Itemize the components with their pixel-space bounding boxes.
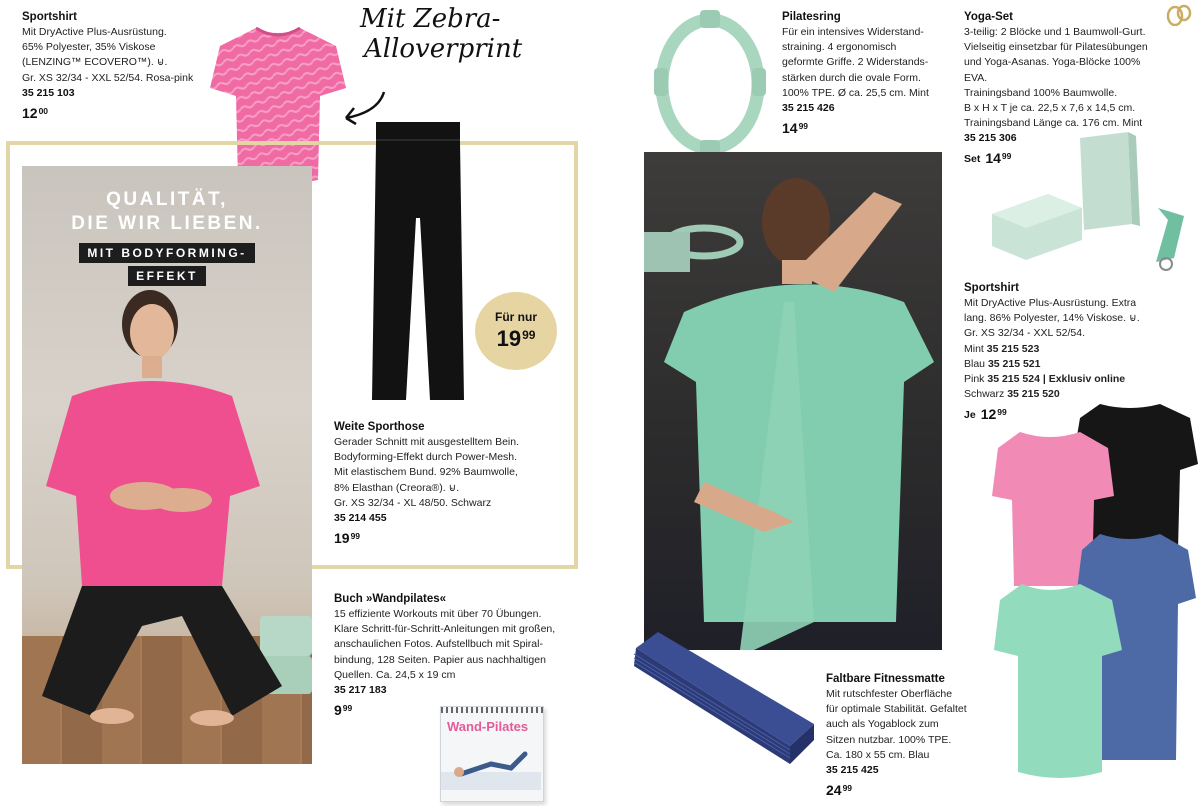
product-line: Mit elastischem Bund. 92% Baumwolle, (334, 466, 518, 479)
product-line: 3-teilig: 2 Blöcke und 1 Baumwoll-Gurt. (964, 26, 1146, 38)
article-number: 35 215 103 (22, 86, 75, 99)
hero-tag-group (22, 267, 312, 285)
hero-headline-line: DIE WIR LIEBEN. (71, 213, 263, 234)
brand-logo-icon (1166, 4, 1192, 26)
pilates-woman-photo (644, 152, 942, 650)
variant-row: Pink 35 215 524 | Exklusiv online (964, 373, 1126, 386)
product-fitnessmatte (826, 672, 996, 800)
article-number: 35 214 455 (334, 512, 387, 525)
price: 14 99 (782, 120, 809, 137)
product-pilatesring (782, 10, 957, 138)
price: 19 99 (334, 530, 361, 547)
product-line: anschaulichen Fotos. Aufstellbuch mit Spiral- (334, 638, 543, 651)
wash-symbol-icon: ⊌ (448, 481, 457, 494)
black-pants-image (368, 118, 468, 404)
product-line: stärken durch die ovale Form. (782, 71, 921, 84)
product-sporthose (334, 420, 574, 548)
product-line: Mit DryActive Plus-Ausrüstung. (22, 26, 167, 38)
book-cover-illustration (441, 734, 541, 790)
product-title: Yoga-Set (964, 11, 1013, 23)
hero-tag: EFFEKT (128, 266, 206, 286)
product-line: (LENZING™ ECOVERO™). ⊌. (22, 56, 168, 69)
variant-row: Blau 35 215 521 (964, 357, 1041, 370)
hero-tag-group (22, 244, 312, 262)
hero-headline (22, 188, 312, 236)
product-sportshirt-pink (22, 10, 212, 123)
product-line: Ca. 180 x 55 cm. Blau (826, 748, 930, 761)
product-line: für optimale Stabilität. Gefaltet (826, 703, 967, 716)
product-line: Gr. XS 32/34 - XXL 52/54. Rosa-pink (22, 71, 194, 84)
variant-row: Schwarz 35 215 520 (964, 388, 1060, 401)
wash-symbol-icon: ⊌ (1129, 312, 1137, 325)
product-line: 100% TPE. Ø ca. 25,5 cm. Mint (782, 86, 929, 99)
product-line: 65% Polyester, 35% Viskose (22, 41, 156, 54)
pilates-woman-figure (644, 152, 942, 650)
product-line: Klare Schritt-für-Schritt-Anleitungen mit großen, (334, 623, 556, 636)
product-line: Gr. XS 32/34 - XL 48/50. Schwarz (334, 496, 492, 509)
product-line: straining. 4 ergonomisch (782, 41, 897, 54)
book-cover-title: Wand-Pilates (447, 719, 529, 734)
pilates-ring-image (650, 8, 770, 158)
price: 12 00 (22, 104, 49, 121)
hero-headline-line: QUALITÄT, (106, 189, 228, 210)
sticker-label: Für nur (495, 310, 537, 324)
fitness-mat-image (628, 628, 818, 768)
sticker-price: 19 99 (496, 326, 536, 351)
product-line: bindung, 128 Seiten. Papier aus nachhaltigen (334, 653, 546, 666)
product-line: Mit rutschfester Oberfläche (826, 688, 953, 700)
book-image (440, 706, 544, 802)
product-line: lang. 86% Polyester, 14% Viskose. ⊌. (964, 312, 1140, 325)
product-line: Gr. XS 32/34 - XXL 52/54. (964, 327, 1086, 340)
handwriting-line: Mit Zebra- (360, 4, 501, 34)
wash-symbol-icon: ⊌ (156, 56, 165, 69)
price: Je 12 99 (964, 406, 1007, 423)
product-title: Buch »Wandpilates« (334, 593, 447, 605)
product-line: Für ein intensives Widerstand- (782, 26, 924, 38)
product-line: Gerader Schnitt mit ausgestelltem Bein. (334, 436, 520, 448)
product-title: Pilatesring (782, 11, 841, 23)
sportshirts-stack-image (990, 400, 1200, 784)
hero-photo (22, 166, 312, 764)
product-title: Sportshirt (964, 282, 1019, 294)
yoga-set-image (988, 128, 1188, 278)
article-number: 35 215 426 (782, 102, 835, 115)
price: 24 99 (826, 782, 853, 799)
article-number: 35 215 425 (826, 764, 879, 777)
variant-row: Mint 35 215 523 (964, 342, 1040, 355)
product-line: B x H x T je ca. 22,5 x 7,6 x 14,5 cm. (964, 102, 1136, 115)
product-line: 8% Elasthan (Creora®). ⊌. (334, 481, 460, 494)
woman-figure (32, 286, 302, 726)
product-line: Quellen. Ca. 24,5 x 19 cm (334, 668, 456, 681)
product-title: Weite Sporthose (334, 421, 425, 433)
product-title: Faltbare Fitnessmatte (826, 673, 945, 685)
product-title: Sportshirt (22, 11, 77, 23)
product-buch (334, 592, 604, 720)
product-line: Sitzen nutzbar. 100% TPE. (826, 733, 952, 746)
product-line: geformte Griffe. 2 Widerstands- (782, 56, 929, 69)
product-line: Vielseitig einsetzbar für Pilatesübungen (964, 41, 1148, 54)
article-number: 35 217 183 (334, 684, 387, 697)
product-line: Bodyforming-Effekt durch Power-Mesh. (334, 451, 518, 464)
price: Set 14 99 (964, 150, 1012, 167)
hero-tag: MIT BODYFORMING- (79, 243, 254, 263)
price: 9 99 (334, 702, 353, 719)
price-sticker (475, 292, 557, 370)
product-line: 15 effiziente Workouts mit über 70 Übungen. (334, 608, 542, 620)
handwriting-line: Alloverprint (364, 34, 523, 64)
article-number: 35 215 306 (964, 132, 1017, 145)
product-line: und Yoga-Asanas. Yoga-Blöcke 100% EVA. (964, 56, 1141, 84)
product-line: auch als Yogablock zum (826, 718, 939, 731)
product-line: Trainingsband Länge ca. 176 cm. Mint (964, 117, 1143, 130)
handwritten-note (360, 4, 522, 64)
product-line: Trainingsband 100% Baumwolle. (964, 86, 1118, 99)
product-line: Mit DryActive Plus-Ausrüstung. Extra (964, 297, 1137, 309)
